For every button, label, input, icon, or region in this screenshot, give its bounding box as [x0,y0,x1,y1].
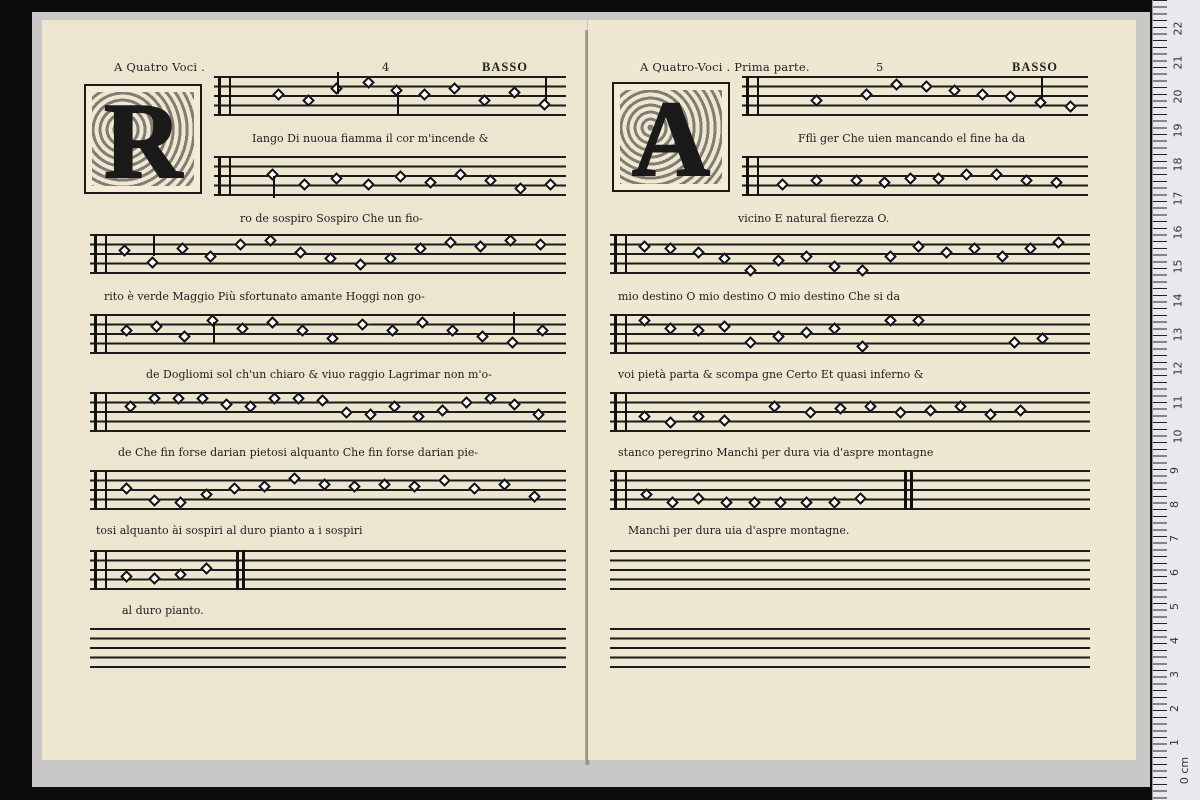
ruler-ticks [1153,0,1167,800]
staff-r5 [610,392,1090,432]
left-lyric-6: tosi alquanto ài sospiri al duro pianto a i sospiri [96,524,363,537]
ruler-label: 12 [1171,361,1185,376]
ruler-label: 16 [1171,225,1185,240]
staff-7 [90,550,566,590]
staff-3 [90,234,566,274]
staff-1 [214,76,566,116]
empty-staff-right-2 [610,628,1090,668]
right-lyric-4: voi pietà parta & scompa gne Certo Et quasi inferno & [618,368,924,381]
ruler-label: 9 [1168,467,1181,474]
right-part-label: BASSO [1012,60,1058,74]
left-lyric-2: ro de sospiro Sospiro Che un fio- [240,212,423,225]
staff-2 [214,156,566,196]
ruler-label: 21 [1171,55,1185,70]
ruler-label: 1 [1168,739,1181,746]
left-lyric-5: de Che fin forse darian pietosi alquanto Che fin forse darian pie- [118,446,479,459]
ruler-label: 20 [1171,89,1185,104]
staff-r1 [742,76,1088,116]
ruler-label: 3 [1168,671,1181,678]
right-page [588,20,1136,760]
decorated-initial-r: R [84,84,202,194]
right-lyric-2: vicino E natural fierezza O. [738,212,890,225]
ruler-label: 10 [1171,429,1185,444]
staff-5 [90,392,566,432]
staff-r3 [610,234,1090,274]
ruler-label: 11 [1171,395,1185,410]
measurement-ruler [1152,0,1200,800]
right-page-number: 5 [876,60,884,74]
left-lyric-3: rito è verde Maggio Più sfortunato amante Hoggi non go- [104,290,425,303]
staff-r6 [610,470,1090,510]
ruler-label: 7 [1168,535,1181,542]
ruler-label: 18 [1171,157,1185,172]
staff-r2 [742,156,1088,196]
left-part-label: BASSO [482,60,528,74]
ruler-label: 4 [1168,637,1181,644]
ruler-label: 14 [1171,293,1185,308]
ruler-label: 6 [1168,569,1181,576]
left-header-title: A Quatro Voci . [114,60,205,74]
ruler-label: 0 cm [1178,756,1192,785]
ruler-label: 19 [1171,123,1185,138]
ruler-label: 5 [1168,603,1181,610]
left-page [42,20,587,760]
right-header-title: A Quatro-Voci . Prima parte. [640,60,810,74]
left-lyric-7: al duro pianto. [122,604,204,617]
empty-staff-right-1 [610,550,1090,590]
left-page-number: 4 [382,60,390,74]
staff-r4 [610,314,1090,354]
ruler-label: 15 [1171,259,1185,274]
ruler-label: 22 [1171,21,1185,36]
ruler-label: 8 [1168,501,1181,508]
ruler-label: 13 [1171,327,1185,342]
staff-6 [90,470,566,510]
right-lyric-1: Fflì ger Che uien mancando el fine ha da [798,132,1026,145]
staff-4 [90,314,566,354]
left-lyric-1: Iango Di nuoua fiamma il cor m'incende & [252,132,489,145]
right-lyric-5: stanco peregrino Manchi per dura via d'aspre montagne [618,446,934,459]
right-lyric-6: Manchi per dura uia d'aspre montagne. [628,524,850,537]
ruler-label: 2 [1168,705,1181,712]
ruler-label: 17 [1171,191,1185,206]
empty-staff-left [90,628,566,668]
left-lyric-4: de Dogliomi sol ch'un chiaro & viuo raggio Lagrimar non m'o- [146,368,492,381]
decorated-initial-a: A [612,82,730,192]
right-lyric-3: mio destino O mio destino O mio destino Che si da [618,290,901,303]
